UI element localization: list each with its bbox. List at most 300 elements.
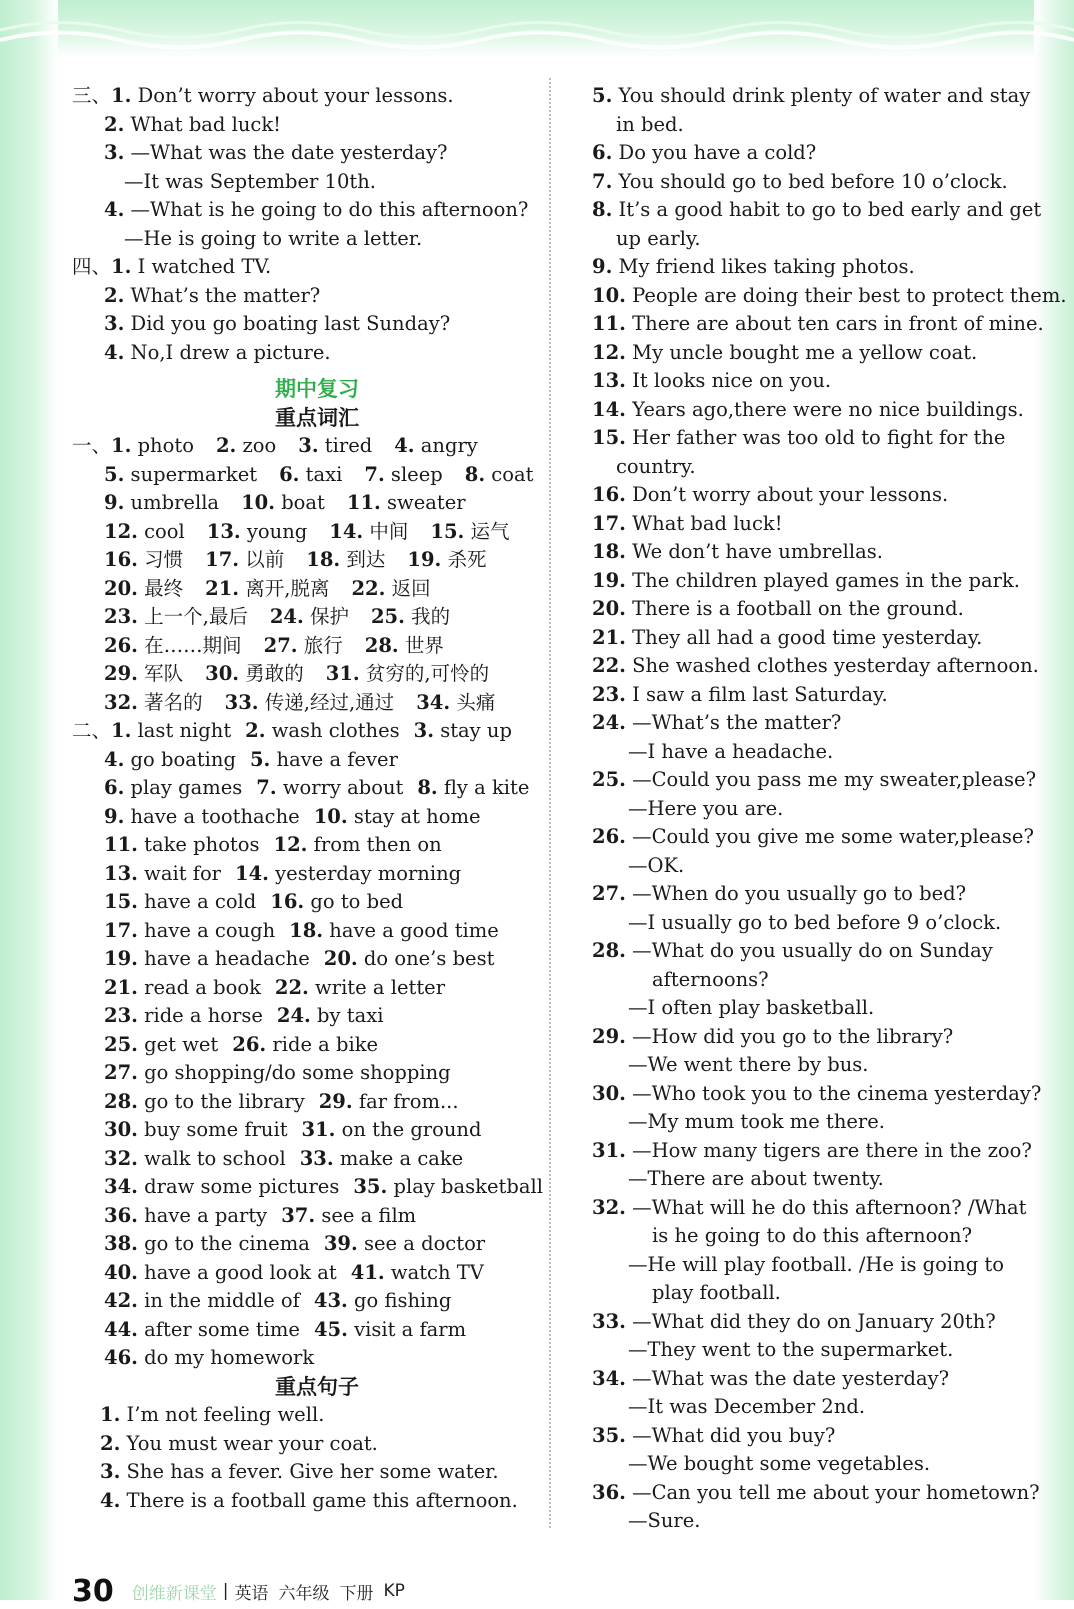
item-number: 24. xyxy=(276,1004,311,1027)
word-row xyxy=(72,546,542,575)
key-vocabulary-title: 重点词汇 xyxy=(275,405,359,430)
page-border-right xyxy=(1034,0,1074,1600)
item-text: You must wear your coat. xyxy=(120,1431,378,1455)
sentence-line xyxy=(592,1194,1032,1223)
sentence-line xyxy=(592,681,1032,710)
item-text: You should drink plenty of water and stay xyxy=(612,84,1031,107)
item-number: 4. xyxy=(100,1488,121,1512)
item-number: 2. xyxy=(215,434,237,457)
sentence-line xyxy=(592,253,1032,282)
item-text: have a good time xyxy=(323,918,499,942)
item-number: 5. xyxy=(592,84,613,107)
item-number: 18. xyxy=(306,548,341,571)
item-text: 在……期间 xyxy=(137,633,242,657)
word-row xyxy=(72,746,542,775)
item-text: —How many tigers are there in the zoo? xyxy=(625,1138,1032,1162)
item-text: I saw a film last Saturday. xyxy=(625,682,888,706)
item-text: —What did you buy? xyxy=(625,1423,836,1447)
item-text: I watched TV. xyxy=(131,255,272,278)
item-text: My friend likes taking photos. xyxy=(612,255,915,278)
item-text: Did you go boating last Sunday? xyxy=(124,312,451,335)
item-text: 上一个,最后 xyxy=(137,605,248,628)
sentence-line xyxy=(592,282,1067,311)
item-text: visit a farm xyxy=(347,1317,467,1341)
item-text: go fishing xyxy=(347,1289,452,1312)
item-text: 世界 xyxy=(398,633,444,657)
item-text: photo xyxy=(131,434,194,457)
item-number: 23. xyxy=(592,682,626,706)
word-row xyxy=(72,1344,542,1373)
item-text: —How did you go to the library? xyxy=(625,1024,954,1048)
item-text: have a good look at xyxy=(137,1260,337,1284)
item-number: 34. xyxy=(416,690,451,714)
sentence-line xyxy=(592,1450,1032,1479)
item-number: 4. xyxy=(104,198,125,221)
word-row xyxy=(72,1173,542,1202)
item-number: 4. xyxy=(394,434,415,457)
sentence-item xyxy=(72,1487,542,1516)
item-text: I’m not feeling well. xyxy=(120,1403,325,1426)
item-text: Years ago,there were no nice buildings. xyxy=(625,397,1024,421)
sentence-line xyxy=(592,339,1032,368)
item-text: write a letter xyxy=(308,975,446,999)
item-text: —We went there by bus. xyxy=(628,1053,869,1076)
item-number: 13. xyxy=(104,861,138,885)
word-row xyxy=(72,860,542,889)
item-text: 军队 xyxy=(137,662,184,685)
item-text: —What’s the matter? xyxy=(625,711,842,734)
item-number: 3. xyxy=(104,141,125,164)
item-text: umbrella xyxy=(124,491,220,514)
right-sentence-list xyxy=(592,82,1067,1536)
section-label: 二、 xyxy=(72,719,112,742)
item-number: 9. xyxy=(104,804,125,828)
item-text: 运气 xyxy=(464,519,510,543)
word-row xyxy=(72,774,542,803)
item-text: go shopping/do some shopping xyxy=(137,1061,451,1084)
item-number: 14. xyxy=(592,397,626,421)
item-text: —Can you tell me about your hometown? xyxy=(625,1480,1040,1504)
item-number: 31. xyxy=(325,662,360,685)
item-number: 15. xyxy=(592,426,626,449)
item-text: get wet xyxy=(137,1032,219,1056)
item-number: 45. xyxy=(313,1317,348,1341)
item-number: 21. xyxy=(205,576,240,600)
word-row xyxy=(72,1088,542,1117)
item-text: on the ground xyxy=(335,1118,482,1141)
list-item xyxy=(72,168,542,197)
item-number: 12. xyxy=(104,519,138,543)
item-text: taxi xyxy=(299,462,343,486)
item-number: 17. xyxy=(104,918,138,942)
item-number: 16. xyxy=(270,890,305,913)
item-number: 18. xyxy=(289,918,324,942)
item-number: 1. xyxy=(111,255,132,278)
item-text: 贫穷的,可怜的 xyxy=(359,662,490,685)
item-text: She has a fever. Give her some water. xyxy=(120,1460,499,1483)
word-row xyxy=(72,888,542,917)
word-row xyxy=(72,1202,542,1231)
word-row xyxy=(72,1287,542,1316)
item-text: 离开,脱离 xyxy=(239,576,330,600)
sentence-line xyxy=(592,1222,1032,1251)
item-number: 24. xyxy=(592,711,626,734)
sentence-line xyxy=(592,196,1042,225)
item-text: wash clothes xyxy=(265,719,400,742)
item-text: 返回 xyxy=(385,576,431,600)
item-number: 33. xyxy=(592,1309,626,1333)
item-number: 36. xyxy=(592,1480,626,1504)
item-number: 11. xyxy=(592,312,626,335)
left-column xyxy=(72,82,542,1515)
item-text: draw some pictures xyxy=(137,1175,340,1198)
sentence-line xyxy=(592,1393,1032,1422)
item-text: 传递,经过,通过 xyxy=(258,690,395,714)
item-text: —Here you are. xyxy=(628,796,784,820)
item-number: 8. xyxy=(464,462,486,486)
sentence-list xyxy=(72,1401,542,1515)
vocabulary-list xyxy=(72,432,542,717)
sentence-line xyxy=(592,880,1032,909)
item-text: —What was the date yesterday? xyxy=(625,1366,950,1390)
item-text: play football. xyxy=(652,1281,781,1304)
item-number: 28. xyxy=(104,1089,138,1113)
sentence-line xyxy=(592,139,1032,168)
item-number: 34. xyxy=(592,1366,626,1390)
item-text: buy some fruit xyxy=(137,1118,288,1141)
word-row xyxy=(72,1116,542,1145)
item-text: see a film xyxy=(315,1203,417,1227)
sentence-line xyxy=(592,595,1032,624)
item-number: 22. xyxy=(351,576,386,600)
sentence-line xyxy=(592,766,1037,795)
key-sentences-title: 重点句子 xyxy=(275,1374,359,1399)
sentence-item xyxy=(72,1401,542,1430)
item-number: 2. xyxy=(104,283,125,307)
footer-edition: KP xyxy=(383,1581,405,1601)
sentence-line xyxy=(592,367,1032,396)
item-text: sweater xyxy=(380,491,466,514)
item-text: stay up xyxy=(434,719,512,742)
sentence-line xyxy=(592,1165,1032,1194)
item-text: sleep xyxy=(384,462,443,486)
item-text: wait for xyxy=(137,861,222,885)
word-row xyxy=(72,974,542,1003)
item-number: 1. xyxy=(111,84,132,107)
item-number: 35. xyxy=(353,1175,388,1198)
item-text: —What do you usually do on Sunday xyxy=(625,939,993,962)
item-number: 11. xyxy=(346,491,381,514)
right-column xyxy=(592,82,1067,1536)
word-row xyxy=(72,831,542,860)
item-number: 5. xyxy=(249,747,271,771)
sentence-line xyxy=(592,1479,1040,1508)
item-number: 22. xyxy=(592,654,626,677)
item-number: 15. xyxy=(430,519,465,543)
item-number: 7. xyxy=(256,776,277,799)
item-text: boat xyxy=(275,491,325,514)
sentence-line xyxy=(592,1137,1032,1166)
item-text: see a doctor xyxy=(357,1232,486,1255)
item-text: by taxi xyxy=(310,1004,384,1027)
item-number: 4. xyxy=(104,747,125,771)
item-text: —What will he do this afternoon? /What xyxy=(625,1195,1027,1219)
sentence-line xyxy=(592,82,1032,111)
item-text: go boating xyxy=(124,747,236,771)
item-number: 35. xyxy=(592,1423,626,1447)
sentence-line xyxy=(592,111,1032,140)
item-text: 勇敢的 xyxy=(239,662,304,685)
item-number: 1. xyxy=(111,434,132,457)
sentence-line xyxy=(592,1507,1032,1536)
item-number: 1. xyxy=(111,719,132,742)
item-number: 2. xyxy=(100,1431,121,1455)
brand-name: 创维新课堂 xyxy=(131,1583,217,1604)
item-text: —It was December 2nd. xyxy=(628,1395,866,1418)
wave-decoration xyxy=(0,0,1074,60)
item-number: 30. xyxy=(205,662,240,685)
item-text: —What did they do on January 20th? xyxy=(625,1309,996,1333)
word-row xyxy=(72,660,542,689)
item-number: 26. xyxy=(232,1032,267,1056)
sentence-line xyxy=(592,481,1032,510)
list-item xyxy=(72,111,542,140)
sentence-item xyxy=(72,1430,542,1459)
item-number: 12. xyxy=(592,340,626,364)
word-row xyxy=(72,632,542,661)
item-text: —Could you give me some water,please? xyxy=(625,825,1034,848)
item-text: It’s a good habit to go to bed early and get xyxy=(612,198,1042,221)
word-row xyxy=(72,432,542,461)
item-number: 29. xyxy=(592,1024,626,1048)
item-text: read a book xyxy=(137,975,261,999)
page-footer xyxy=(72,1573,415,1609)
page-border-left xyxy=(0,0,58,1600)
item-number: 21. xyxy=(104,975,138,999)
item-number: 14. xyxy=(329,519,364,543)
item-text: 最终 xyxy=(137,576,184,600)
sentence-line xyxy=(592,310,1044,339)
item-number: 22. xyxy=(274,975,309,999)
word-row xyxy=(72,1059,542,1088)
item-number: 30. xyxy=(104,1118,138,1141)
item-text: My uncle bought me a yellow coat. xyxy=(625,340,978,364)
item-text: worry about xyxy=(276,776,404,799)
item-number: 21. xyxy=(592,625,626,649)
item-text: young xyxy=(240,519,308,543)
word-row xyxy=(72,1002,542,1031)
item-number: 15. xyxy=(104,890,138,913)
item-text: after some time xyxy=(137,1317,300,1341)
item-number: 27. xyxy=(104,1061,138,1084)
item-text: What bad luck! xyxy=(625,511,783,535)
item-number: 29. xyxy=(318,1089,353,1113)
sentence-line xyxy=(592,1108,1032,1137)
item-number: 44. xyxy=(104,1317,138,1341)
item-number: 7. xyxy=(592,169,613,193)
item-number: 10. xyxy=(313,804,348,828)
word-row xyxy=(72,917,542,946)
item-text: fly a kite xyxy=(437,776,530,799)
item-text: ride a horse xyxy=(137,1004,263,1027)
item-text: She washed clothes yesterday afternoon. xyxy=(625,654,1039,677)
item-number: 32. xyxy=(592,1195,626,1219)
item-text: 习惯 xyxy=(137,548,184,571)
item-number: 19. xyxy=(104,947,138,970)
list-item xyxy=(72,225,542,254)
list-item xyxy=(72,82,542,111)
item-number: 23. xyxy=(104,1004,138,1027)
item-number: 13. xyxy=(592,369,626,392)
item-text: No,I drew a picture. xyxy=(124,340,331,364)
word-row xyxy=(72,1259,542,1288)
sentence-line xyxy=(592,1051,1032,1080)
item-text: You should go to bed before 10 o’clock. xyxy=(612,169,1008,193)
item-text: —There are about twenty. xyxy=(628,1167,884,1190)
item-text: cool xyxy=(137,519,185,543)
word-row xyxy=(72,489,542,518)
word-row xyxy=(72,1230,542,1259)
item-number: 18. xyxy=(592,540,626,563)
footer-separator: | xyxy=(222,1581,229,1601)
section-label: 一、 xyxy=(72,434,112,457)
item-number: 30. xyxy=(592,1081,626,1105)
list-item xyxy=(72,253,542,282)
footer-subject: 英语 xyxy=(234,1583,269,1604)
item-number: 46. xyxy=(104,1346,138,1369)
item-number: 28. xyxy=(364,633,399,657)
list-item xyxy=(72,339,542,368)
item-text: —We bought some vegetables. xyxy=(628,1452,931,1475)
item-text: There is a football on the ground. xyxy=(625,597,964,620)
item-number: 42. xyxy=(104,1289,138,1312)
item-number: 9. xyxy=(592,255,613,278)
word-row xyxy=(72,1145,542,1174)
sentence-line xyxy=(592,652,1039,681)
item-text: have a headache xyxy=(137,947,310,970)
item-text: —Who took you to the cinema yesterday? xyxy=(625,1081,1042,1105)
word-row xyxy=(72,689,542,718)
item-text: do one’s best xyxy=(357,947,495,970)
item-text: Don’t worry about your lessons. xyxy=(625,483,949,506)
word-row xyxy=(72,603,542,632)
item-number: 20. xyxy=(104,576,138,600)
item-text: We don’t have umbrellas. xyxy=(625,540,883,563)
sentence-line xyxy=(592,1251,1032,1280)
item-text: up early. xyxy=(616,226,701,250)
sentence-line xyxy=(592,852,1032,881)
sentence-line xyxy=(592,795,1032,824)
item-number: 6. xyxy=(592,141,613,164)
sentence-line xyxy=(592,937,1032,966)
sentence-line xyxy=(592,453,1032,482)
item-text: have a party xyxy=(137,1203,268,1227)
item-number: 25. xyxy=(592,768,626,791)
item-number: 25. xyxy=(104,1032,138,1056)
item-number: 3. xyxy=(100,1460,121,1483)
item-text: 头痛 xyxy=(450,690,496,714)
item-number: 41. xyxy=(350,1260,385,1284)
item-text: in bed. xyxy=(616,112,684,136)
item-text: 以前 xyxy=(239,548,285,571)
item-number: 17. xyxy=(205,548,240,571)
item-number: 2. xyxy=(104,112,125,136)
item-text: have a cold xyxy=(137,890,257,913)
item-number: 11. xyxy=(104,833,138,856)
item-number: 34. xyxy=(104,1175,138,1198)
item-number: 9. xyxy=(104,491,125,514)
item-number: 20. xyxy=(323,947,358,970)
item-number: 5. xyxy=(104,462,125,486)
section-label: 三、 xyxy=(72,84,112,107)
item-text: go to the library xyxy=(137,1089,305,1113)
item-number: 10. xyxy=(241,491,275,514)
item-text: angry xyxy=(414,434,478,457)
sentence-line xyxy=(592,225,1032,254)
item-number: 3. xyxy=(413,719,434,742)
item-text: —I usually go to bed before 9 o’clock. xyxy=(628,910,1002,934)
sentence-line xyxy=(592,424,1032,453)
item-text: Her father was too old to fight for the xyxy=(625,426,1006,449)
item-text: —He will play football. /He is going to xyxy=(628,1252,1004,1276)
word-row xyxy=(72,575,542,604)
item-number: 26. xyxy=(592,825,626,848)
item-number: 1. xyxy=(100,1403,121,1426)
item-text: take photos xyxy=(137,833,260,856)
item-text: do my homework xyxy=(137,1346,315,1369)
item-text: —Could you pass me my sweater,please? xyxy=(625,768,1037,791)
item-text: have a toothache xyxy=(124,804,300,828)
item-number: 27. xyxy=(592,882,626,905)
item-number: 38. xyxy=(104,1232,138,1255)
sentence-line xyxy=(592,994,1032,1023)
item-text: in the middle of xyxy=(137,1289,300,1312)
item-text: —When do you usually go to bed? xyxy=(625,882,967,905)
item-text: play games xyxy=(124,776,243,799)
section-four xyxy=(72,253,542,367)
item-number: 23. xyxy=(104,605,138,628)
item-text: 中间 xyxy=(363,519,409,543)
item-number: 19. xyxy=(407,548,442,571)
item-text: have a cough xyxy=(137,918,276,942)
item-text: —I have a headache. xyxy=(628,739,834,763)
sentence-line xyxy=(592,1336,1032,1365)
item-text: —I often play basketball. xyxy=(628,996,875,1019)
sentence-line xyxy=(592,567,1032,596)
item-number: 32. xyxy=(104,690,138,714)
item-text: yesterday morning xyxy=(268,861,462,885)
item-text: 旅行 xyxy=(297,633,343,657)
sentence-line xyxy=(592,1279,1032,1308)
item-text: supermarket xyxy=(124,462,258,486)
item-text: —What is he going to do this afternoon? xyxy=(124,198,529,221)
page-number: 30 xyxy=(72,1573,114,1609)
item-number: 31. xyxy=(592,1138,626,1162)
item-text: afternoons? xyxy=(652,967,769,991)
sentence-line xyxy=(592,168,1032,197)
item-number: 4. xyxy=(104,340,125,364)
item-text: last night xyxy=(131,719,232,742)
item-text: go to the cinema xyxy=(137,1232,310,1255)
item-number: 37. xyxy=(281,1203,316,1227)
item-number: 33. xyxy=(224,690,259,714)
item-text: They all had a good time yesterday. xyxy=(625,625,983,649)
sentence-line xyxy=(592,1308,1032,1337)
item-text: 杀死 xyxy=(441,548,487,571)
item-number: 8. xyxy=(417,776,438,799)
item-number: 32. xyxy=(104,1146,138,1170)
item-text: —OK. xyxy=(628,853,685,877)
